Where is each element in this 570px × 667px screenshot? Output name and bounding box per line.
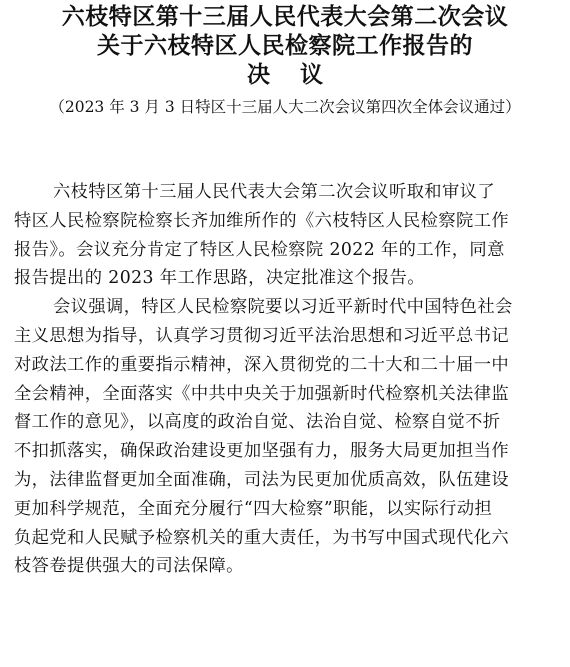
paragraph-line: 六枝特区第十三届人民代表大会第二次会议听取和审议了: [53, 182, 496, 202]
paragraph-line: 督工作的意见》，以高度的政治自觉、法治自觉、检察自觉不折: [14, 412, 501, 433]
paragraph-line: 更加科学规范，全面充分履行“四大检察”职能，以实际行动担: [14, 498, 493, 519]
paragraph-line: 报告》。会议充分肯定了特区人民检察院 2022 年的工作，同意: [14, 239, 505, 260]
paragraph-2: [14, 293, 554, 581]
paragraph-1: [14, 178, 554, 293]
title-line-2: 关于六枝特区人民检察院工作报告的: [97, 33, 473, 59]
document-body: [14, 178, 554, 581]
paragraph-line: 对政法工作的重要指示精神，深入贯彻党的二十大和二十届一中: [14, 354, 510, 375]
paragraph-line: 为，法律监督更加全面准确，司法为民更加优质高效，队伍建设: [14, 469, 510, 490]
title-line-3: 决议: [247, 62, 353, 88]
document-title: [0, 0, 570, 90]
paragraph-line: 不扣抓落实，确保政治建设更加坚强有力，服务大局更加担当作: [14, 441, 510, 462]
paragraph-line: 全会精神，全面落实《中共中央关于加强新时代检察机关法律监: [14, 383, 510, 404]
paragraph-line: 会议强调，特区人民检察院要以习近平新时代中国特色社会: [53, 297, 513, 318]
paragraph-line: 枝答卷提供强大的司法保障。: [14, 556, 244, 577]
title-line-1: 六枝特区第十三届人民代表大会第二次会议: [61, 4, 509, 30]
paragraph-line: 特区人民检察院检察长齐加维所作的《六枝特区人民检察院工作: [14, 210, 510, 231]
document-subtitle: （2023 年 3 月 3 日特区十三届人大二次会议第四次全体会议通过）: [49, 98, 521, 116]
paragraph-line: 负起党和人民赋予检察机关的重大责任，为书写中国式现代化六: [14, 527, 510, 548]
paragraph-line: 主义思想为指导，认真学习贯彻习近平法治思想和习近平总书记: [14, 325, 510, 346]
paragraph-line: 报告提出的 2023 年工作思路，决定批准这个报告。: [14, 268, 425, 289]
